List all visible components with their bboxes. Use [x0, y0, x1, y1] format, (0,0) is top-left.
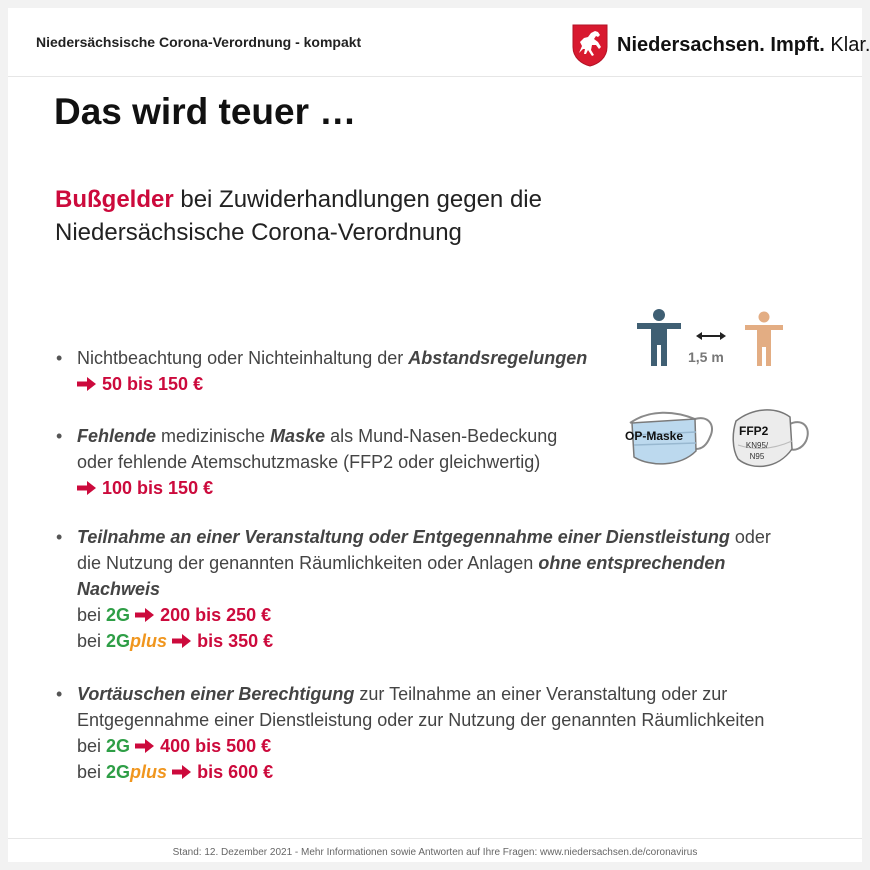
label-plus: plus [130, 631, 168, 651]
item2-fine [77, 478, 213, 498]
footer-text: Stand: 12. Dezember 2021 - Mehr Informationen sowie Antworten auf Ihre Fragen: www.niedersachsen.de/coronavirus [172, 847, 698, 858]
slide [8, 8, 870, 862]
red-arrow-icon [172, 634, 191, 648]
item4-line2: Entgegennahme einer Dienstleistung oder zur Nutzung der genannten Räumlichkeiten [77, 710, 765, 730]
item4-bei-2g: bei 2G 400 bis 500 € [77, 736, 272, 756]
item4-text1: Vortäuschen einer Berechtigung [77, 684, 355, 704]
person-icon [745, 312, 783, 367]
page-title: Das wird teuer … [54, 91, 357, 132]
horse-emblem-icon [571, 23, 609, 67]
subtitle-accent: Bußgelder [55, 186, 174, 213]
item4-fine-2g: 400 bis 500 € [160, 736, 272, 756]
item1-text2: Abstandsregelungen [408, 348, 588, 368]
red-arrow-icon [135, 739, 154, 753]
footer-divider [8, 838, 862, 839]
item3-bei-2g: bei 2G 200 bis 250 € [77, 605, 272, 625]
bullet: • [56, 527, 63, 547]
item2-fine-value: 100 bis 150 € [102, 478, 214, 498]
item1-fine-value: 50 bis 150 € [102, 374, 204, 394]
item4-text2: zur Teilnahme an einer Veranstaltung oder zur [354, 684, 728, 704]
subtitle-line1-rest: bei Zuwiderhandlungen gegen die [173, 186, 542, 213]
brand-text [617, 34, 870, 57]
header-title: Niedersächsische Corona-Verordnung - kompakt [36, 34, 362, 50]
person-icon [637, 309, 681, 366]
red-arrow-icon [77, 481, 96, 495]
label-2g: 2G [106, 631, 131, 651]
brand-part-2: Impft. [770, 33, 825, 56]
item3-fine-2g: 200 bis 250 € [160, 605, 272, 625]
brand-logo [571, 23, 870, 67]
subtitle-line2: Niedersächsische Corona-Verordnung [55, 219, 462, 246]
fine-item-nachweis [56, 524, 771, 654]
brand-part-3: Klar. [830, 33, 870, 56]
brand-part-1: Niedersachsen. [617, 33, 765, 56]
item2-text1: Fehlende [77, 426, 157, 446]
label-plus: plus [130, 762, 168, 782]
item3-line3: Nachweis [77, 579, 161, 599]
item1-fine [77, 374, 203, 394]
ffp2-sub1: KN95/ [745, 441, 769, 450]
subtitle [55, 183, 655, 249]
item2-text3: Maske [270, 426, 326, 446]
red-arrow-icon [77, 377, 96, 391]
label-2g: 2G [106, 605, 131, 625]
item3-text3: ohne entsprechenden [538, 553, 726, 573]
fine-item-distance [56, 345, 587, 397]
item2-text2: medizinische [156, 426, 271, 446]
item3-fine-2gplus: bis 350 € [197, 631, 274, 651]
distance-pictogram [634, 306, 784, 376]
item2-line2: oder fehlende Atemschutzmaske (FFP2 oder gleichwertig) [77, 452, 541, 472]
item3-text2: oder [729, 527, 771, 547]
double-arrow-icon [696, 332, 726, 340]
item2-text4: als Mund-Nasen-Bedeckung [325, 426, 558, 446]
ffp2-mask-label: FFP2 [739, 424, 769, 438]
item3-bei-2gplus: bei 2Gplus bis 350 € [77, 631, 274, 651]
red-arrow-icon [135, 608, 154, 622]
item4-fine-2gplus: bis 600 € [197, 762, 274, 782]
fine-item-berechtigung [56, 681, 764, 785]
item4-bei-2gplus: bei 2Gplus bis 600 € [77, 762, 274, 782]
ffp2-mask-sublabel [743, 440, 771, 462]
distance-label: 1,5 m [688, 349, 724, 365]
label-2g: 2G [106, 736, 131, 756]
bullet: • [56, 684, 63, 704]
label-2g: 2G [106, 762, 131, 782]
ffp2-sub2: N95 [749, 452, 765, 461]
red-arrow-icon [172, 765, 191, 779]
header-divider [8, 76, 862, 77]
fine-item-mask [56, 423, 557, 501]
item3-line2: die Nutzung der genannten Räumlichkeiten oder Anlagen [77, 553, 539, 573]
bullet: • [56, 348, 63, 368]
item3-text1: Teilnahme an einer Veranstaltung oder Entgegennahme einer Dienstleistung [77, 527, 730, 547]
item1-text1: Nichtbeachtung oder Nichteinhaltung der [77, 348, 409, 368]
op-mask-label: OP-Maske [625, 429, 684, 443]
bullet: • [56, 426, 63, 446]
